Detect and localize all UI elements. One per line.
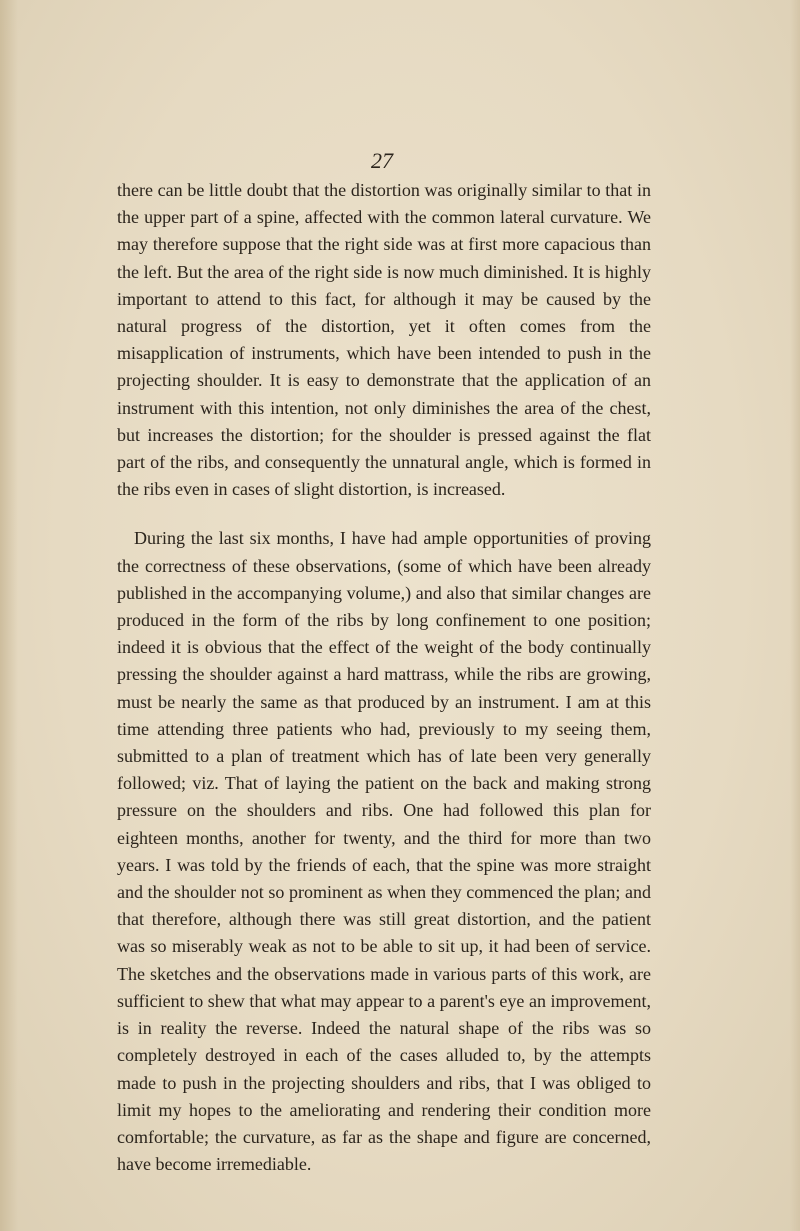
paragraph-gap [117,503,651,525]
paragraph-2: During the last six months, I have had ample opportunities of proving the correctness of these observations, (some of which have been already published in the accompanying volume,) and also that similar changes are produced in the form of the ribs by long confinement to one position; indeed it is obvious that the effect of the weight of the body continually pressing the shoulder against a hard mattrass, while the ribs are growing, must be nearly the same as that produced by an instrument. I am at this time attending three patients who had, previously to my seeing them, submitted to a plan of treatment which has of late been very generally followed; viz. That of laying the patient on the back and making strong pressure on the shoulders and ribs. One had followed this plan for eighteen months, another for twenty, and the third for more than two years. I was told by the friends of each, that the spine was more straight and the shoulder not so prominent as when they commenced the plan; and that therefore, although there was still great distortion, and the patient was so miserably weak as not to be able to sit up, it had been of service. The sketches and the observations made in various parts of this work, are sufficient to shew that what may appear to a parent's eye an improvement, is in reality the reverse. Indeed the natural shape of the ribs was so completely destroyed in each of the cases alluded to, by the attempts made to push in the projecting shoulders and ribs, that I was obliged to limit my hopes to the ameliorating and rendering their condition more comfortable; the curvature, as far as the shape and figure are concerned, have become irremediable. [117,528,651,1175]
body-text [117,177,651,1178]
page-number: 27 [371,148,393,173]
paragraph-1: there can be little doubt that the distortion was originally similar to that in the upper part of a spine, affected with the common lateral curvature. We may therefore suppose that the right side was at first more capacious than the left. But the area of the right side is now much diminished. It is highly important to attend to this fact, for although it may be caused by the natural progress of the distortion, yet it often comes from the misapplication of instruments, which have been intended to push in the projecting shoulder. It is easy to demonstrate that the application of an instrument with this intention, not only diminishes the area of the chest, but increases the distortion; for the shoulder is pressed against the flat part of the ribs, and consequently the unnatural angle, which is formed in the ribs even in cases of slight distortion, is increased. [117,180,651,500]
